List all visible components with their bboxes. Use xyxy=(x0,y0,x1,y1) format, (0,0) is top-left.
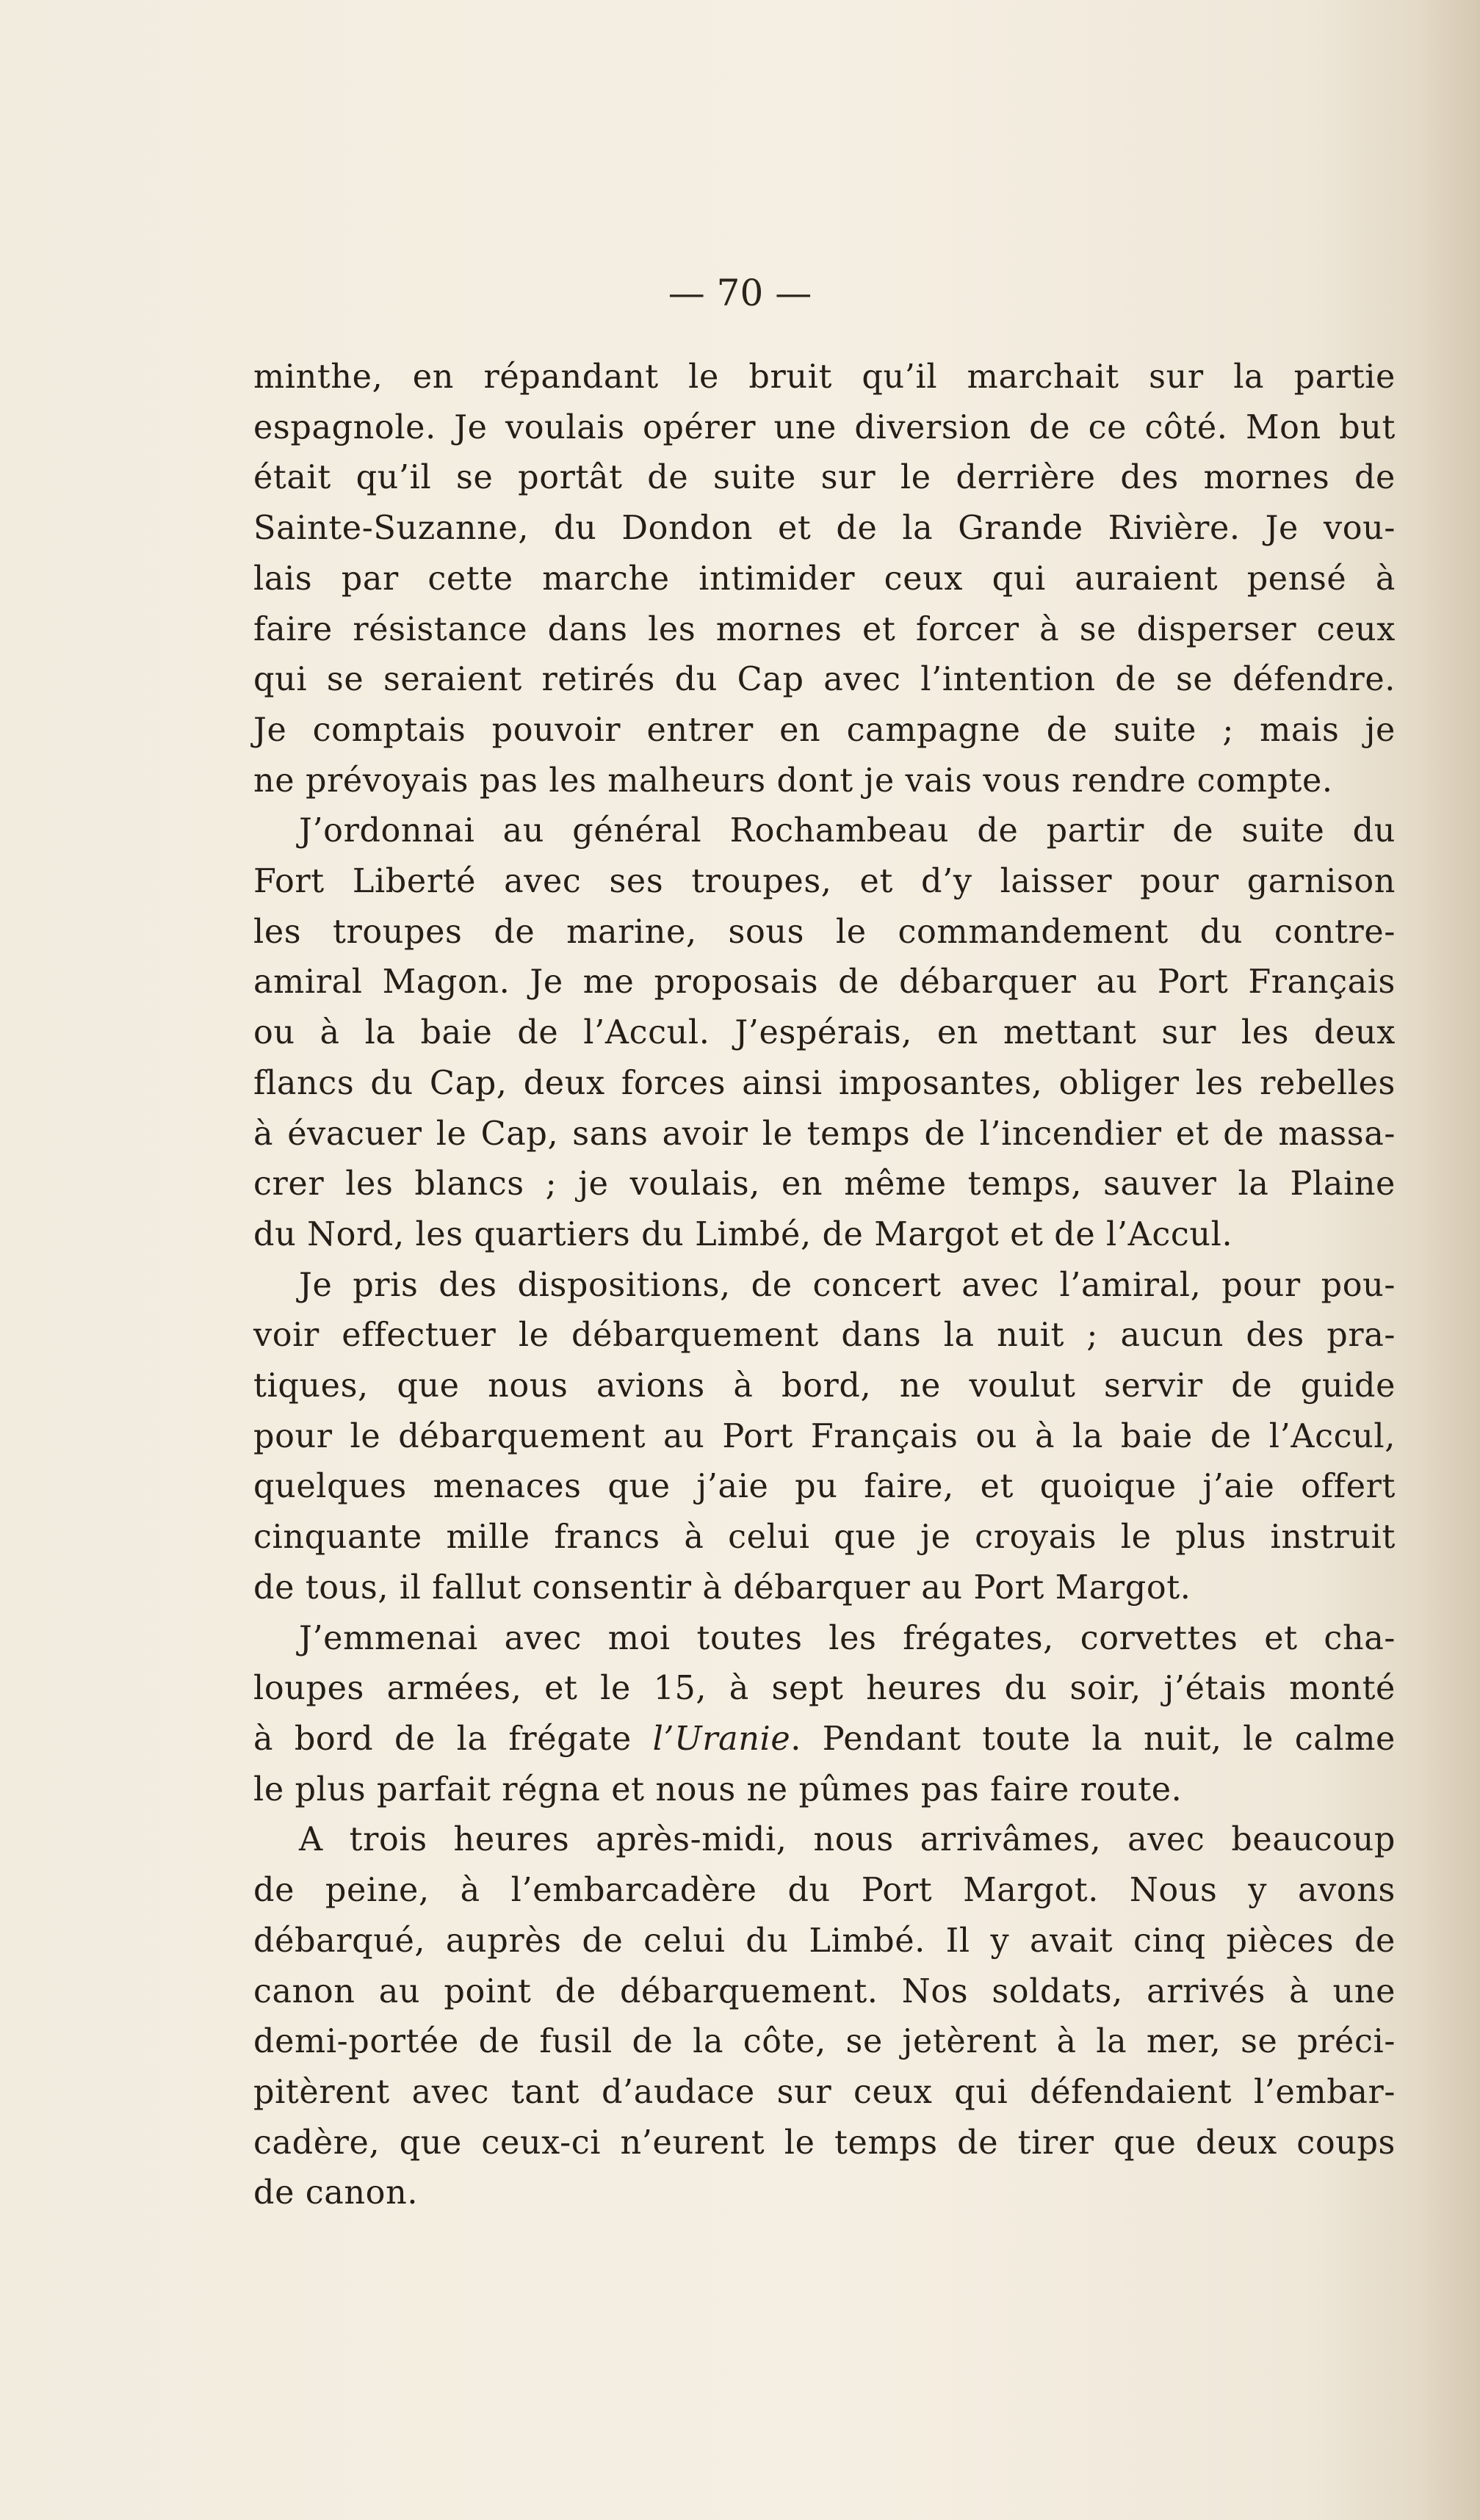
text-line xyxy=(253,352,1396,403)
text-line xyxy=(253,453,1396,504)
line-text: flancs du Cap, deux forces ainsi imposantes, obliger les rebelles xyxy=(253,1064,1396,1102)
text-line xyxy=(253,857,1396,908)
text-line xyxy=(253,1311,1396,1361)
text-line xyxy=(253,1462,1396,1513)
text-line xyxy=(253,2068,1396,2118)
text-line xyxy=(253,806,1396,857)
page-number: — 70 — xyxy=(668,272,812,314)
text-line xyxy=(253,756,1396,807)
text-line xyxy=(253,605,1396,656)
text-line xyxy=(253,1916,1396,1967)
text-line xyxy=(253,2168,1396,2219)
line-text: demi-portée de fusil de la côte, se jetèrent à la mer, se préci- xyxy=(253,2023,1396,2061)
line-text: qui se seraient retirés du Cap avec l’intention de se défendre. xyxy=(253,661,1396,699)
line-text: était qu’il se portât de suite sur le derrière des mornes de xyxy=(253,459,1396,497)
line-text: amiral Magon. Je me proposais de débarquer au Port Français xyxy=(253,963,1396,1002)
line-text: de peine, à l’embarcadère du Port Margot. Nous y avons xyxy=(253,1872,1396,1910)
text-line xyxy=(253,1664,1396,1715)
text-line xyxy=(253,1261,1396,1311)
text-line xyxy=(253,1159,1396,1210)
text-line xyxy=(253,908,1396,958)
line-text: Je comptais pouvoir entrer en campagne de suite ; mais je xyxy=(253,711,1396,749)
text-line xyxy=(253,1109,1396,1160)
line-text: Fort Liberté avec ses troupes, et d’y laisser pour garnison xyxy=(253,863,1396,901)
text-line xyxy=(253,1210,1396,1261)
text-line xyxy=(253,1715,1396,1765)
text-line xyxy=(253,1412,1396,1463)
line-text: cinquante mille francs à celui que je croyais le plus instruit xyxy=(253,1518,1396,1557)
text-line xyxy=(253,1815,1396,1866)
line-text: loupes armées, et le 15, à sept heures du soir, j’étais monté xyxy=(253,1670,1396,1708)
line-text: les troupes de marine, sous le commandement du contre- xyxy=(253,913,1396,951)
text-line xyxy=(253,1563,1396,1614)
line-text: du Nord, les quartiers du Limbé, de Margot et de l’Accul. xyxy=(253,1215,1233,1253)
line-text: J’ordonnai au général Rochambeau de partir de suite du xyxy=(299,812,1396,850)
text-line xyxy=(253,655,1396,706)
text-line xyxy=(253,1361,1396,1412)
line-text: tiques, que nous avions à bord, ne voulut servir de guide xyxy=(253,1367,1396,1405)
text-segment: à bord de la frégate xyxy=(253,1720,653,1758)
text-line xyxy=(253,1513,1396,1563)
line-text: crer les blancs ; je voulais, en même temps, sauver la Plaine xyxy=(253,1165,1396,1203)
text-line xyxy=(253,706,1396,756)
line-text: ou à la baie de l’Accul. J’espérais, en mettant sur les deux xyxy=(253,1014,1396,1052)
text-line xyxy=(253,1059,1396,1109)
text-line xyxy=(253,2118,1396,2169)
text-line xyxy=(253,1765,1396,1816)
line-text: lais par cette marche intimider ceux qui auraient pensé à xyxy=(253,560,1396,598)
line-text: à évacuer le Cap, sans avoir le temps de l’incendier et de massa- xyxy=(253,1115,1396,1153)
line-text: minthe, en répandant le bruit qu’il marchait sur la partie xyxy=(253,358,1396,396)
line-text: faire résistance dans les mornes et forcer à se disperser ceux xyxy=(253,610,1396,648)
line-text: le plus parfait régna et nous ne pûmes pas faire route. xyxy=(253,1770,1183,1808)
text-line xyxy=(253,403,1396,454)
text-line xyxy=(253,1967,1396,2018)
line-text: débarqué, auprès de celui du Limbé. Il y avait cinq pièces de xyxy=(253,1922,1396,1960)
line-text: Sainte-Suzanne, du Dondon et de la Grande Rivière. Je vou- xyxy=(253,510,1396,548)
body-text xyxy=(253,352,1396,2219)
line-text: Je pris des dispositions, de concert avec l’amiral, pour pou- xyxy=(299,1266,1396,1304)
line-text: espagnole. Je voulais opérer une diversion de ce côté. Mon but xyxy=(253,408,1396,446)
line-text: cadère, que ceux-ci n’eurent le temps de tirer que deux coups xyxy=(253,2123,1396,2162)
text-line xyxy=(253,2017,1396,2068)
line-text: pour le débarquement au Port Français ou à la baie de l’Accul, xyxy=(253,1417,1396,1455)
line-text: pitèrent avec tant d’audace sur ceux qui défendaient l’embar- xyxy=(253,2073,1396,2111)
text-line xyxy=(253,504,1396,554)
text-line xyxy=(253,1614,1396,1665)
line-text: voir effectuer le débarquement dans la nuit ; aucun des pra- xyxy=(253,1317,1396,1355)
text-line xyxy=(253,957,1396,1008)
text-line xyxy=(253,554,1396,605)
line-text: de tous, il fallut consentir à débarquer au Port Margot. xyxy=(253,1568,1191,1607)
line-text: J’emmenai avec moi toutes les frégates, corvettes et cha- xyxy=(299,1619,1396,1657)
line-text: A trois heures après-midi, nous arrivâmes, avec beaucoup xyxy=(299,1821,1396,1859)
line-text: de canon. xyxy=(253,2174,419,2212)
ship-name-italic: l’Uranie xyxy=(652,1720,791,1758)
text-line xyxy=(253,1008,1396,1059)
text-segment: . Pendant toute la nuit, le calme xyxy=(790,1720,1396,1758)
line-text: quelques menaces que j’aie pu faire, et quoique j’aie offert xyxy=(253,1468,1396,1506)
line-text: canon au point de débarquement. Nos soldats, arrivés à une xyxy=(253,1972,1396,2010)
line-text: ne prévoyais pas les malheurs dont je vais vous rendre compte. xyxy=(253,761,1333,800)
text-line xyxy=(253,1866,1396,1916)
